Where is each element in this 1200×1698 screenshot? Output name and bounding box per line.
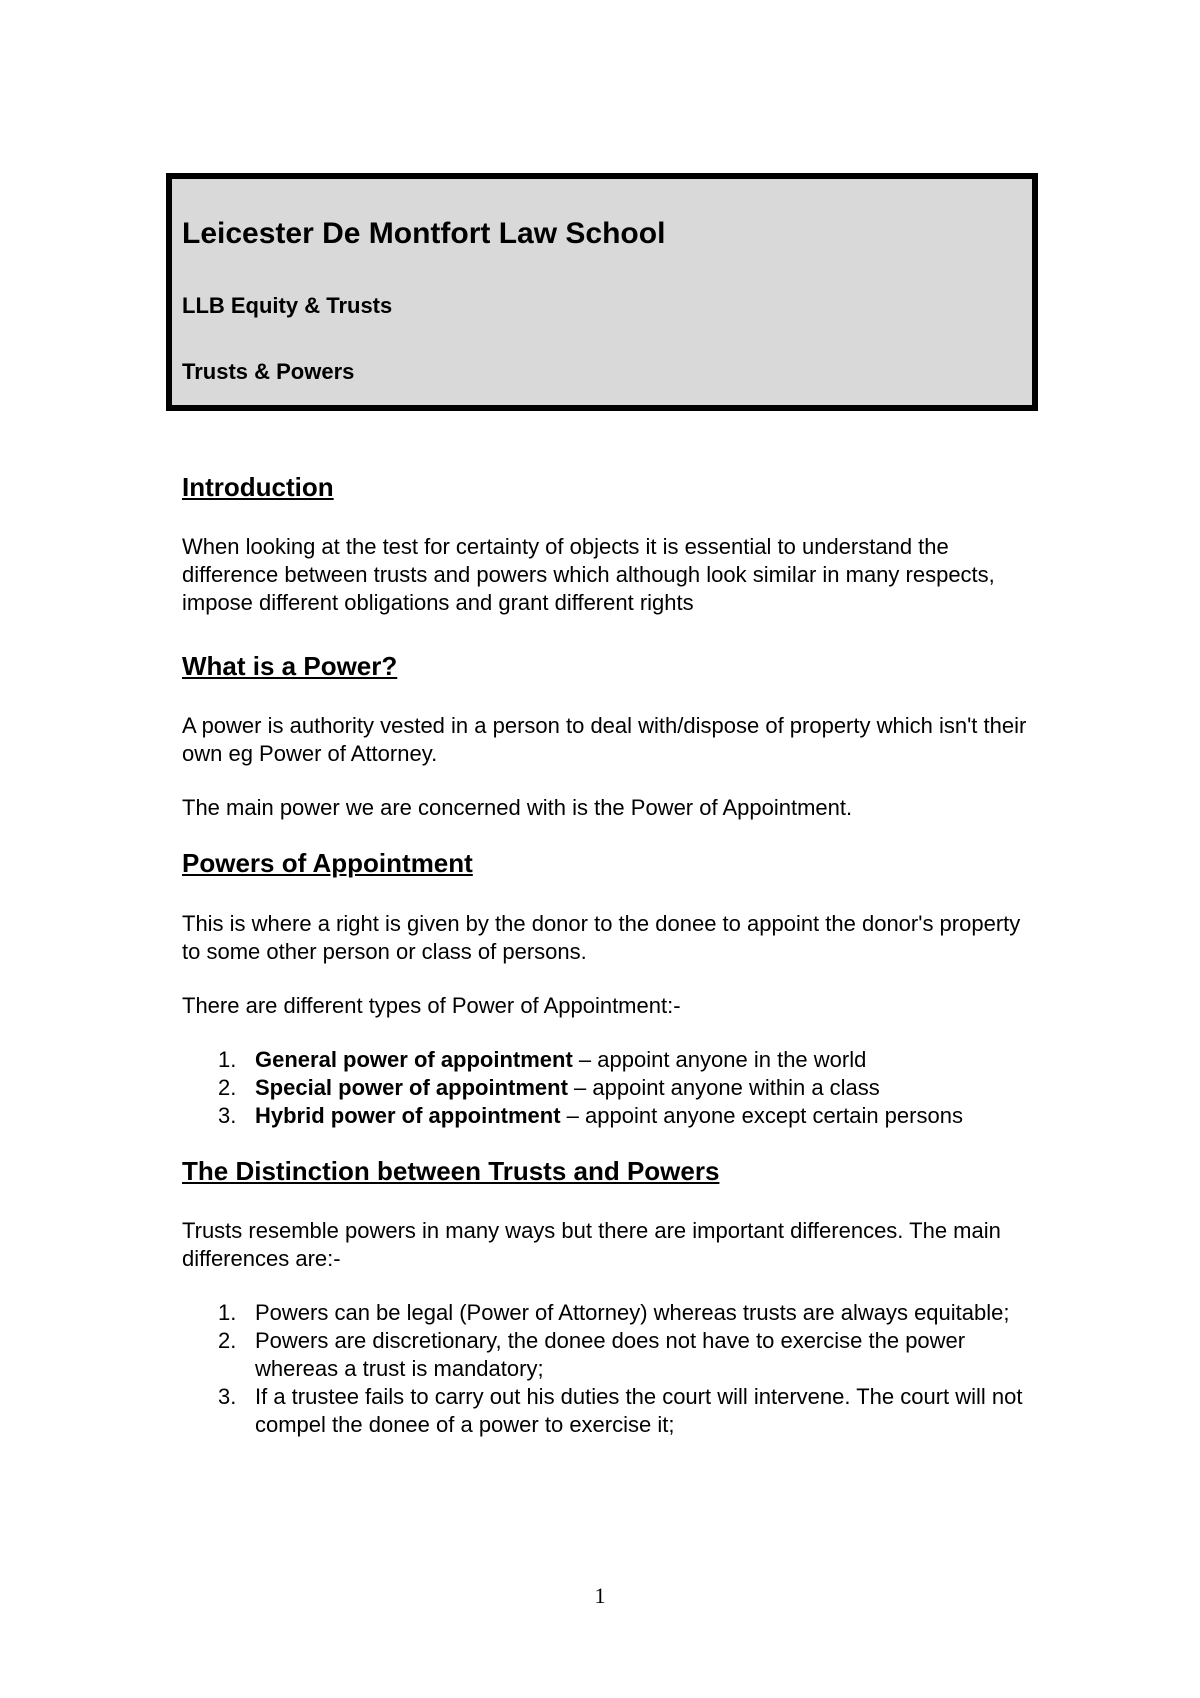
heading-introduction: Introduction bbox=[182, 472, 334, 502]
introduction-paragraph: When looking at the test for certainty of objects it is essential to understand the difference between trusts and powers which although look similar in many respects, impose different obligations and grant different rights bbox=[182, 534, 995, 616]
heading-what-is-power: What is a Power? bbox=[182, 651, 398, 682]
power-definition-paragraph: A power is authority vested in a person to deal with/dispose of property which isn't their own eg Power of Attorney. bbox=[182, 713, 1027, 767]
page-number: 1 bbox=[594, 1583, 606, 1608]
list-item: 1. Powers can be legal (Power of Attorney) whereas trusts are always equitable; bbox=[218, 1299, 1010, 1325]
course-name: LLB Equity & Trusts bbox=[182, 293, 393, 318]
list-item-text: Powers can be legal (Power of Attorney) whereas trusts are always equitable; bbox=[255, 1299, 1010, 1325]
appointment-types-list bbox=[182, 1046, 1042, 1130]
list-item-term: General power of appointment bbox=[255, 1046, 573, 1072]
list-item: 3. Hybrid power of appointment – appoint anyone except certain persons bbox=[218, 1102, 963, 1128]
list-item-desc: – appoint anyone except certain persons bbox=[560, 1102, 963, 1128]
heading-distinction: The Distinction between Trusts and Powers bbox=[182, 1155, 720, 1186]
appointment-definition-paragraph: This is where a right is given by the donor to the donee to appoint the donor's property to some other person or class of persons. bbox=[182, 910, 1021, 964]
list-item: 2. Special power of appointment – appoint anyone within a class bbox=[218, 1074, 880, 1100]
main-power-paragraph: The main power we are concerned with is the Power of Appointment. bbox=[182, 795, 853, 821]
list-item-term: Special power of appointment bbox=[255, 1074, 568, 1100]
school-name: Leicester De Montfort Law School bbox=[182, 217, 666, 250]
list-item: 1. General power of appointment – appoint anyone in the world bbox=[218, 1046, 867, 1072]
list-item-desc: – appoint anyone within a class bbox=[567, 1074, 880, 1100]
distinction-paragraph: Trusts resemble powers in many ways but there are important differences. The main differences are:- bbox=[182, 1217, 1001, 1271]
topic-name: Trusts & Powers bbox=[182, 359, 355, 384]
list-item: 2. Powers are discretionary, the donee does not have to exercise the power whereas a trust is mandatory; bbox=[218, 1327, 966, 1381]
list-item: 3. If a trustee fails to carry out his duties the court will intervene. The court will not compel the donee of a power to exercise it; bbox=[218, 1383, 1023, 1437]
heading-powers-of-appointment: Powers of Appointment bbox=[182, 848, 473, 879]
list-item-term: Hybrid power of appointment bbox=[255, 1102, 561, 1128]
list-item-text: Powers are discretionary, the donee does not have to exercise the power whereas a trust is mandatory; bbox=[255, 1327, 966, 1381]
title-box bbox=[166, 173, 1038, 411]
list-item-text: If a trustee fails to carry out his duties the court will intervene. The court will not compel the donee of a power to exercise it; bbox=[255, 1383, 1023, 1437]
list-item-desc: – appoint anyone in the world bbox=[572, 1046, 867, 1072]
appointment-types-intro: There are different types of Power of Appointment:- bbox=[182, 992, 681, 1018]
differences-list bbox=[182, 1299, 1042, 1439]
document-body bbox=[182, 472, 1042, 1439]
